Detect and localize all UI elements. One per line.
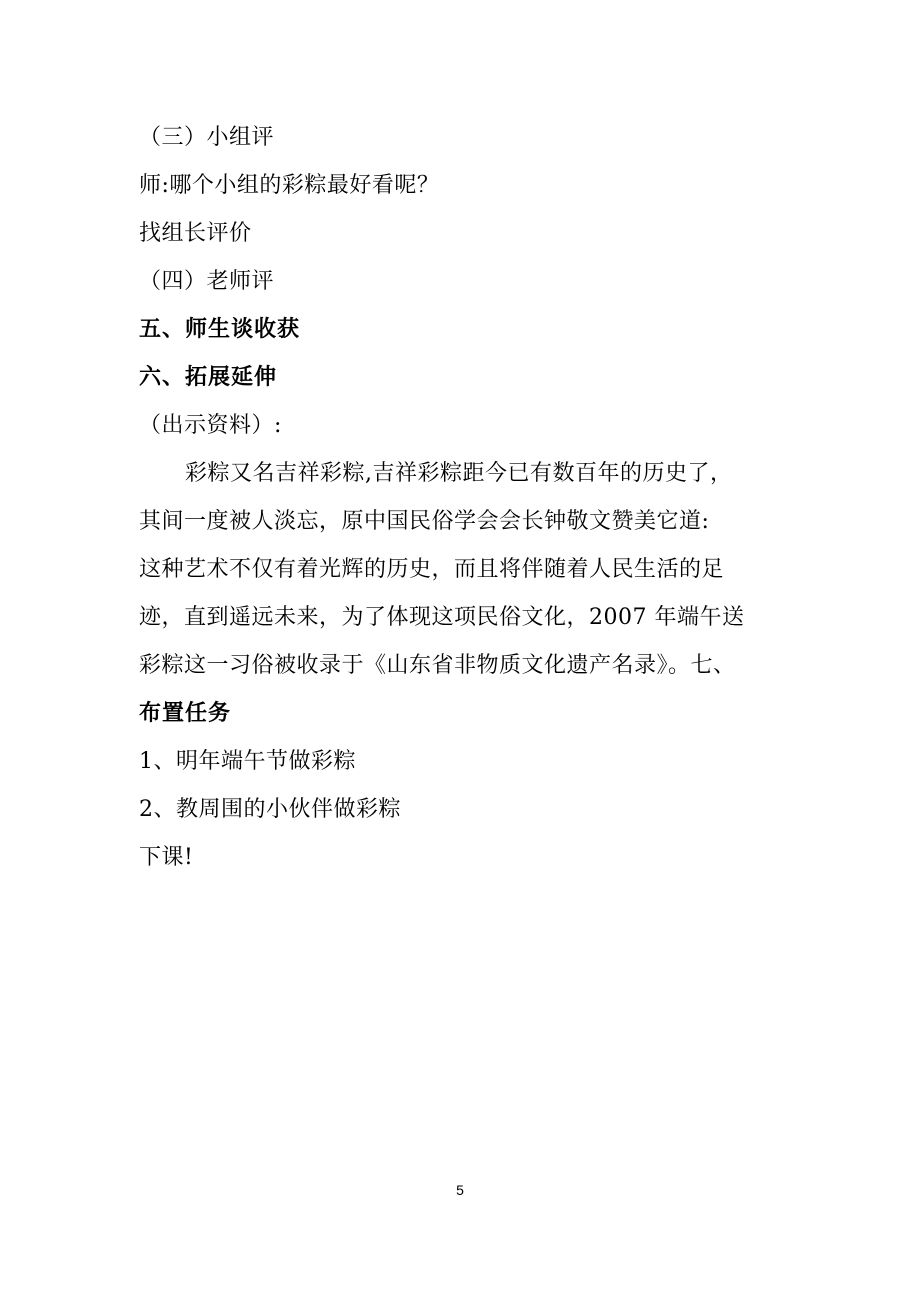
section-heading-group-review: （三）小组评 xyxy=(139,125,275,150)
teacher-question: 师:哪个小组的彩粽最好看呢？ xyxy=(139,173,440,198)
show-materials-label: （出示资料）: xyxy=(139,413,282,438)
section-heading-assignment: 布置任务 xyxy=(139,701,232,726)
paragraph-line-4: 迹，直到遥远未来，为了体现这项民俗文化，2007 年端午送 xyxy=(139,605,745,630)
page-number: 5 xyxy=(456,1182,464,1198)
paragraph-line-1: 彩粽又名吉祥彩粽,吉祥彩粽距今已有数百年的历史了， xyxy=(185,461,733,486)
class-dismissed: 下课! xyxy=(139,845,194,870)
section-heading-extension: 六、拓展延伸 xyxy=(139,365,278,390)
assignment-item-1: 1、明年端午节做彩粽 xyxy=(139,749,356,774)
leader-evaluation: 找组长评价 xyxy=(139,221,252,246)
document-body xyxy=(139,114,799,882)
paragraph-line-3: 这种艺术不仅有着光辉的历史，而且将伴随着人民生活的足 xyxy=(139,557,725,582)
section-heading-teacher-review: （四）老师评 xyxy=(139,269,275,294)
section-heading-harvest: 五、师生谈收获 xyxy=(139,317,301,342)
assignment-item-2: 2、教周围的小伙伴做彩粽 xyxy=(139,797,401,822)
paragraph-line-2: 其间一度被人淡忘，原中国民俗学会会长钟敬文赞美它道: xyxy=(139,509,710,534)
paragraph-line-5: 彩粽这一习俗被收录于《山东省非物质文化遗产名录》。七、 xyxy=(139,653,736,678)
